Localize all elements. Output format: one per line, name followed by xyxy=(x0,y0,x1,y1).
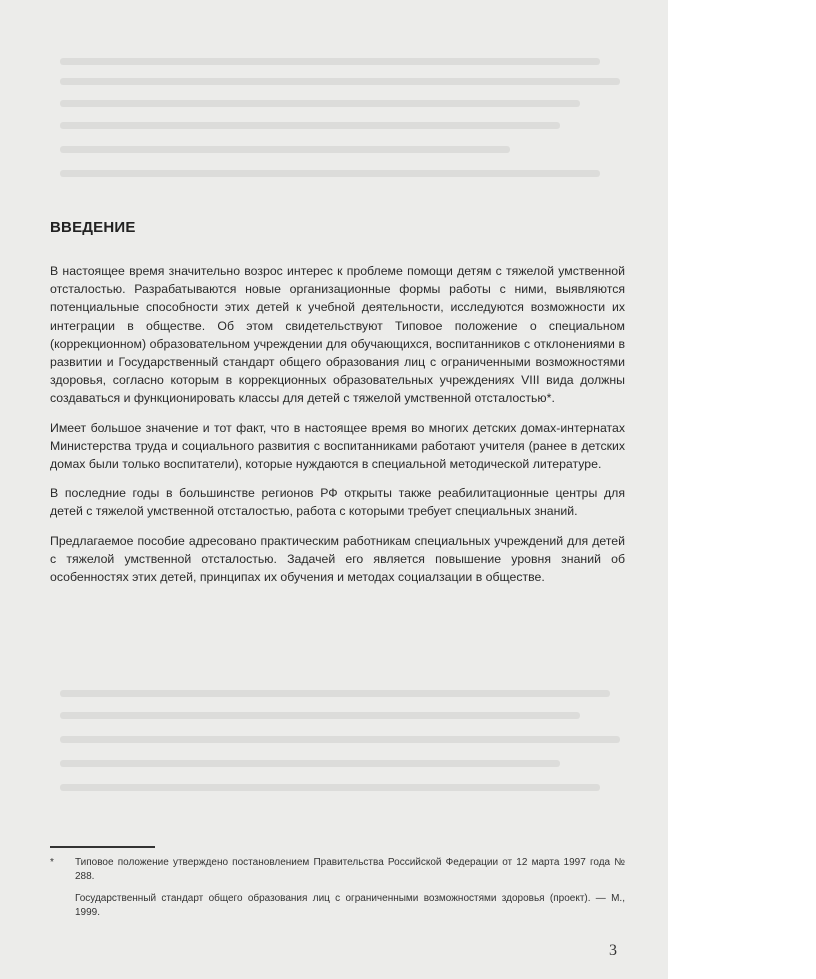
bleed-through-line xyxy=(60,78,620,85)
bleed-through-line xyxy=(60,58,600,65)
paragraph: Имеет большое значение и тот факт, что в настоящее время во многих детских домах-интернатах Министерства труда и социального развития с воспитанниками работают учителя (ранее в детских домах были только воспитатели), которые нуждаются в специальной методической литературе. xyxy=(50,420,625,472)
bleed-through-line xyxy=(60,736,620,743)
bleed-through-line xyxy=(60,690,610,697)
footnote xyxy=(50,892,625,920)
paragraph: В последние годы в большинстве регионов РФ открыты также реабилитационные центры для детей с тяжелой умственной отсталостью, работа с которыми требует специальных знаний. xyxy=(50,486,625,519)
body-text xyxy=(50,262,625,597)
bleed-through-line xyxy=(60,122,560,129)
footnote xyxy=(50,856,625,884)
page-number: 3 xyxy=(609,942,617,959)
section-title: ВВЕДЕНИЕ xyxy=(50,219,136,236)
paragraph: Предлагаемое пособие адресовано практическим работникам специальных учреждений для детей с тяжелой умственной отсталостью. Задачей его является повышение уровня знаний об особенностях этих детей, принципах их обучения и методах социалзации в обществе. xyxy=(50,533,625,585)
footnote-text: Государственный стандарт общего образования лиц с ограниченными возможностями здоровья (проект). — М., 1999. xyxy=(75,893,625,918)
bleed-through-line xyxy=(60,100,580,107)
paragraph: В настоящее время значительно возрос интерес к проблеме помощи детям с тяжелой умственной отсталостью. Разрабатываются новые организационные формы работы с ними, выявляются потенциальные способности этих детей к учебной деятельности, исследуются возможности их интеграции в обществе. Об этом свидетельствуют Типовое положение о специальном (коррекционном) образовательном учреждении для обучающихся, воспитанников с отклонениями в развитии и Государственный стандарт общего образования лиц с ограниченными возможностями здоровья, согласно которым в коррекционных образовательных учреждениях VIII вида должны создаваться и функционировать классы для детей с тяжелой умственной отсталостью*. xyxy=(50,264,625,406)
bleed-through-line xyxy=(60,170,600,177)
footnote-marker: * xyxy=(50,857,54,868)
footnotes xyxy=(50,856,625,928)
bleed-through-line xyxy=(60,712,580,719)
footnote-divider xyxy=(50,846,155,848)
bleed-through-line xyxy=(60,784,600,791)
bleed-through-line xyxy=(60,760,560,767)
bleed-through-line xyxy=(60,146,510,153)
footnote-text: Типовое положение утверждено постановлением Правительства Российской Федерации от 12 марта 1997 года № 288. xyxy=(75,857,625,882)
